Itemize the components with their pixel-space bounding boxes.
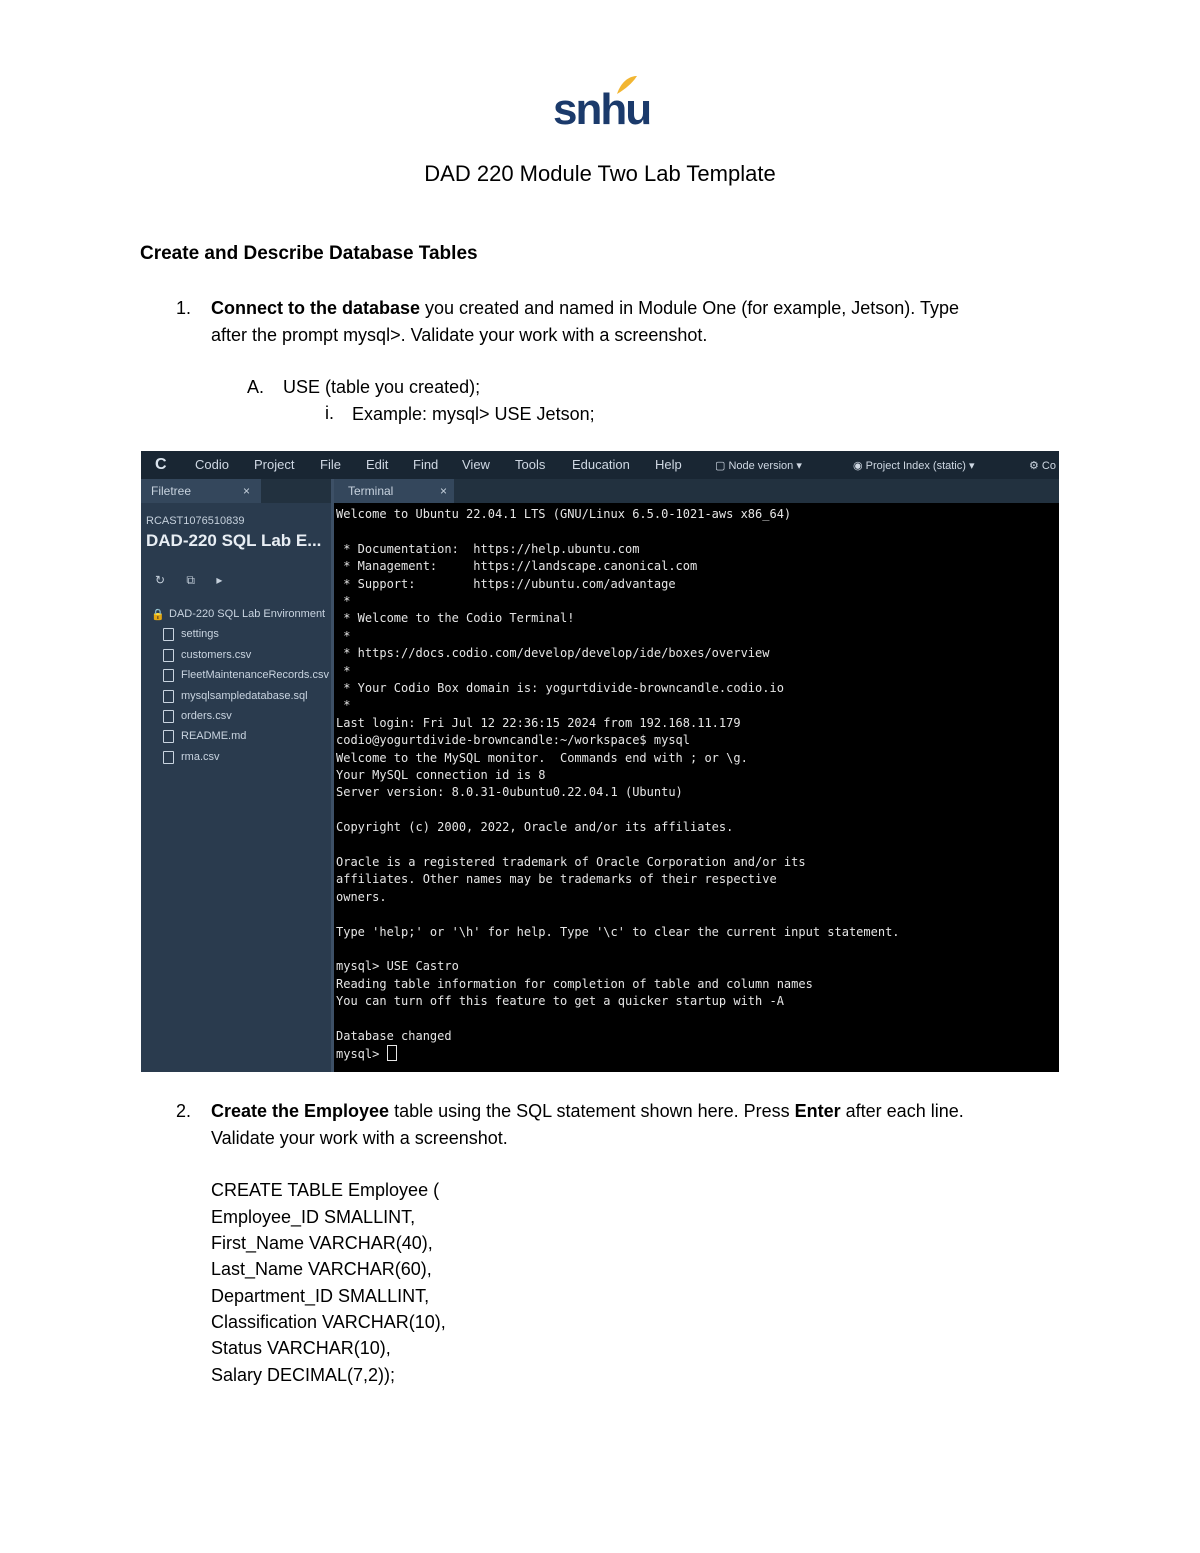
item1-text-line2: after the prompt mysql>. Validate your work with a screenshot. [211,325,708,345]
terminal-line: mysql> USE Castro [336,959,459,974]
codio-logo-icon: C [155,456,167,473]
item2-text-line2: Validate your work with a screenshot. [211,1128,508,1148]
terminal-line: Your MySQL connection id is 8 [336,768,546,782]
ide-menubar [141,451,1059,479]
file-label: settings [181,628,219,641]
item1-text-line1 [211,295,1071,321]
close-icon[interactable]: × [440,484,448,498]
file-icon [163,628,174,641]
file-icon [163,751,174,764]
snhu-logo [553,74,651,134]
file-icon [163,669,174,682]
menu-view[interactable]: View [462,457,490,472]
item2-text-b: after each line. [840,1101,964,1121]
item1-bold: Connect to the database [211,298,421,318]
sub-sub-item-label: i. [325,403,334,423]
project-index-dropdown[interactable]: ◉ Project Index (static) ▾ [853,460,975,472]
sql-line: Salary DECIMAL(7,2)); [211,1365,396,1385]
lock-icon: 🔒 [151,609,165,621]
sql-line: Status VARCHAR(10), [211,1338,391,1358]
sub-sub-item-text: Example: mysql> USE Jetson; [352,404,595,424]
file-item[interactable] [151,648,331,668]
file-item[interactable] [151,709,331,729]
menu-education[interactable]: Education [572,457,630,472]
file-label: README.md [181,730,247,743]
sql-line: Employee_ID SMALLINT, [211,1207,416,1227]
terminal-line: * [336,594,351,608]
file-label: customers.csv [181,648,252,661]
terminal-line: codio@yogurtdivide-browncandle:~/workspace$ mysql [336,733,691,748]
project-id: RCAST1076510839 [146,515,245,527]
menu-codio[interactable]: Codio [195,457,229,472]
menu-project[interactable]: Project [254,457,295,472]
terminal-cursor [387,1045,397,1061]
terminal-line: Last login: Fri Jul 12 22:36:15 2024 from 192.168.11.179 [336,715,741,730]
file-item[interactable] [151,689,331,709]
node-version-dropdown[interactable]: ▢ Node version ▾ [715,460,802,472]
filetree-panel [141,479,331,1072]
terminal-line: * Management: https://landscape.canonical.com [336,559,698,574]
terminal-line: * Welcome to the Codio Terminal! [336,611,575,626]
sql-line: First_Name VARCHAR(40), [211,1233,433,1253]
refresh-icon[interactable]: ↻ [155,573,166,587]
terminal-line: * Your Codio Box domain is: yogurtdivide-browncandle.codio.io [336,681,784,695]
sub-item-label: A. [247,377,265,397]
ide-screenshot [141,451,1059,1072]
project-name: DAD-220 SQL Lab E... [146,531,322,550]
sql-line: Last_Name VARCHAR(60), [211,1259,432,1279]
extra-menu-label: Co [1041,460,1056,472]
file-item[interactable] [151,750,331,770]
file-label: DAD-220 SQL Lab Environment [169,608,326,620]
file-list [151,607,331,770]
terminal-tabbar [334,479,1059,503]
sql-line: CREATE TABLE Employee ( [211,1180,440,1200]
item1-text-a: you created and named in Module One (for example, Jetson). Type [420,298,960,318]
file-label: rma.csv [181,750,220,763]
item2-bold-b: Enter [794,1101,841,1121]
menu-find[interactable]: Find [413,457,439,472]
file-item[interactable] [151,668,331,688]
file-item-root[interactable] [151,607,331,627]
file-icon [163,730,174,743]
file-label: FleetMaintenanceRecords.csv [181,669,329,682]
item-number: 2. [176,1101,192,1121]
filetree-tab[interactable] [141,479,261,503]
file-icon [163,649,174,662]
terminal-line: You can turn off this feature to get a quicker startup with -A [336,994,784,1009]
node-version-label: Node version [728,460,794,472]
file-icon [163,710,174,723]
terminal-line: Copyright (c) 2000, 2022, Oracle and/or its affiliates. [336,820,734,835]
terminal-line: * [336,698,351,713]
sub-item-text: USE (table you created); [283,377,481,397]
file-item[interactable] [151,729,331,749]
menu-file[interactable]: File [320,457,341,472]
menu-edit[interactable]: Edit [366,457,389,472]
sql-line: Classification VARCHAR(10), [211,1312,446,1332]
terminal-tab[interactable] [334,479,454,503]
file-label: mysqlsampledatabase.sql [181,689,308,702]
terminal-tab-label: Terminal [348,484,394,498]
project-index-label: Project Index (static) [865,460,966,472]
terminal-line: affiliates. Other names may be trademarks of their respective [336,872,777,887]
section-heading: Create and Describe Database Tables [140,243,478,264]
terminal-output[interactable] [334,503,1059,1072]
document-title: DAD 220 Module Two Lab Template [424,161,776,186]
item2-text-line1 [211,1098,1111,1124]
terminal-line: Welcome to the MySQL monitor. Commands end with ; or \g. [336,750,748,765]
new-file-icon[interactable]: ⧉ [186,573,195,587]
item-number: 1. [176,298,192,318]
terminal-line: Server version: 8.0.31-0ubuntu0.22.04.1 (Ubuntu) [336,785,683,800]
terminal-line: Database changed [336,1029,452,1043]
file-icon [163,690,174,703]
terminal-line: * [336,628,351,643]
terminal-line: * Support: https://ubuntu.com/advantage [336,576,676,591]
menu-help[interactable]: Help [655,457,682,472]
close-icon[interactable]: × [243,484,251,498]
file-item[interactable] [151,627,331,647]
terminal-line: Type 'help;' or '\h' for help. Type '\c' to clear the current input statement. [336,924,900,939]
play-icon[interactable]: ▸ [216,573,223,587]
terminal-line: Oracle is a registered trademark of Oracle Corporation and/or its [336,855,806,869]
sql-line: Department_ID SMALLINT, [211,1286,430,1306]
terminal-line: * [336,663,351,678]
terminal-line: owners. [336,889,387,904]
logo-text: snhu [553,85,651,134]
file-label: orders.csv [181,709,232,722]
terminal-line: * https://docs.codio.com/develop/develop/ide/boxes/overview [336,646,770,661]
filetree-toolbar [155,573,240,588]
item2-bold-a: Create the Employee [211,1101,390,1121]
menu-tools[interactable]: Tools [515,457,546,472]
terminal-line: * Documentation: https://help.ubuntu.com [336,541,640,556]
terminal-line: Welcome to Ubuntu 22.04.1 LTS (GNU/Linux 6.5.0-1021-aws x86_64) [336,507,792,521]
filetree-tab-label: Filetree [151,484,192,498]
item2-text-a: table using the SQL statement shown here. Press [389,1101,795,1121]
extra-menu[interactable]: ⚙ Co [1029,460,1056,472]
terminal-line: mysql> [336,1045,397,1063]
terminal-line: Reading table information for completion of table and column names [336,976,813,991]
